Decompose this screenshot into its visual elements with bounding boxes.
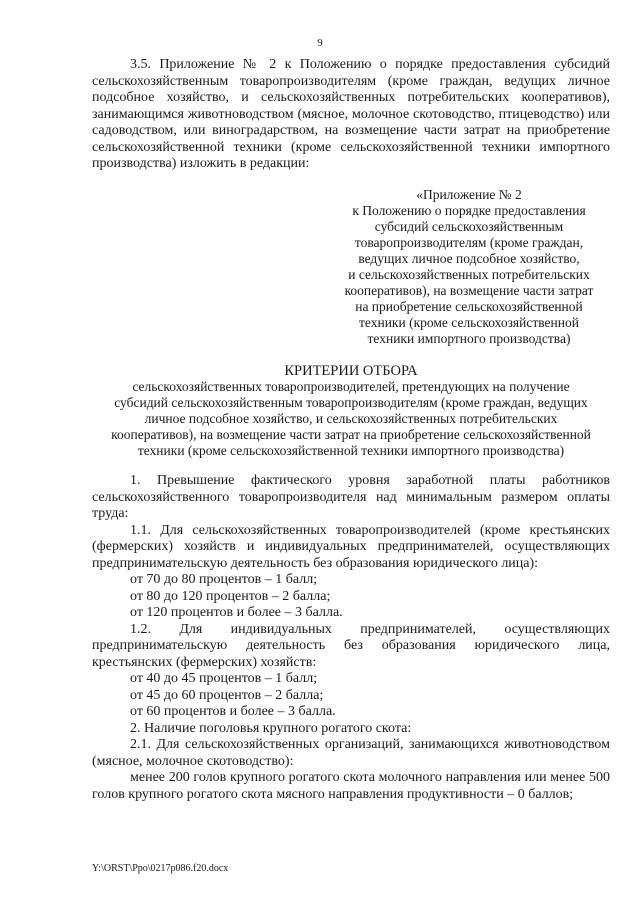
document-body: [92, 57, 610, 803]
item-1: 1. Превышение фактического уровня заработной платы работников сельскохозяйственного товаропроизводителя над минимальным размером оплаты труда:: [92, 473, 610, 521]
item-2: 2. Наличие поголовья крупного рогатого скота:: [130, 720, 412, 736]
item-1-1-option: от 70 до 80 процентов – 1 балл;: [130, 572, 318, 587]
appendix-line: товаропроизводителям (кроме граждан,: [354, 234, 584, 250]
appendix-line: кооперативов), на возмещение части затрат: [344, 282, 594, 298]
appendix-line: и сельскохозяйственных потребительских: [348, 266, 590, 282]
item-1-1: 1.1. Для сельскохозяйственных товаропроизводителей (кроме крестьянских (фермерских) хозяйств и индивидуальных предпринимателей, осуществляющих предпринимательскую деятельность без образования юридического лица):: [92, 522, 610, 571]
item-1-1-option: от 120 процентов и более – 3 балла.: [130, 605, 343, 620]
criteria-title: КРИТЕРИИ ОТБОРА: [284, 362, 418, 379]
footer-file-path: Y:\ORST\Ppo\0217p086.f20.docx: [92, 863, 229, 874]
criteria-subtitle: сельскохозяйственных товаропроизводителей, претендующих на получение субсидий сельскохозяйственным товаропроизводителям (кроме граждан, ведущих личное подсобное хозяйство, и сельскохозяйственных потребительских кооперативов), на возмещение части затрат на приобретение сельскохозяйственной техники (кроме сельскохозяйственной техники импортного производства): [111, 379, 591, 458]
item-1-2-option: от 60 процентов и более – 3 балла.: [130, 704, 336, 719]
appendix-line: техники импортного производства): [367, 330, 571, 346]
item-1-2: 1.2. Для индивидуальных предпринимателей, осуществляющих предпринимательскую деятельность без образования юридического лица, крестьянских (фермерских) хозяйств:: [92, 621, 610, 670]
item-2-1-option: менее 200 голов крупного рогатого скота молочного направления или менее 500 голов крупного рогатого скота мясного направления продуктивности – 0 баллов;: [92, 770, 610, 802]
appendix-line: на приобретение сельскохозяйственной: [355, 298, 583, 314]
appendix-header: [324, 187, 614, 347]
item-2-1: 2.1. Для сельскохозяйственных организаций, занимающихся животноводством (мясное, молочное скотоводство):: [92, 737, 610, 769]
appendix-line: техники (кроме сельскохозяйственной: [359, 314, 579, 330]
appendix-line: к Положению о порядке предоставления: [352, 202, 586, 218]
appendix-line: субсидий сельскохозяйственным: [374, 218, 564, 234]
section-3-5-paragraph: 3.5. Приложение № 2 к Положению о порядке предоставления субсидий сельскохозяйственным товаропроизводителям (кроме граждан, ведущих личное подсобное хозяйство, и сельскохозяйственных потребительских кооперативов), занимающимся животноводством (мясное, молочное скотоводство, птицеводство) или садоводством, или виноградарством, на возмещение части затрат на приобретение сельскохозяйственной техники (кроме сельскохозяйственной техники импортного производства) изложить в редакции:: [92, 57, 610, 171]
page-number: 9: [317, 37, 323, 49]
appendix-line: ведущих личное подсобное хозяйство,: [358, 250, 580, 266]
item-1-1-option: от 80 до 120 процентов – 2 балла;: [130, 588, 331, 604]
item-1-2-option: от 40 до 45 процентов – 1 балл;: [130, 671, 318, 686]
item-1-2-option: от 45 до 60 процентов – 2 балла;: [130, 687, 324, 703]
appendix-line: «Приложение № 2: [416, 186, 522, 202]
